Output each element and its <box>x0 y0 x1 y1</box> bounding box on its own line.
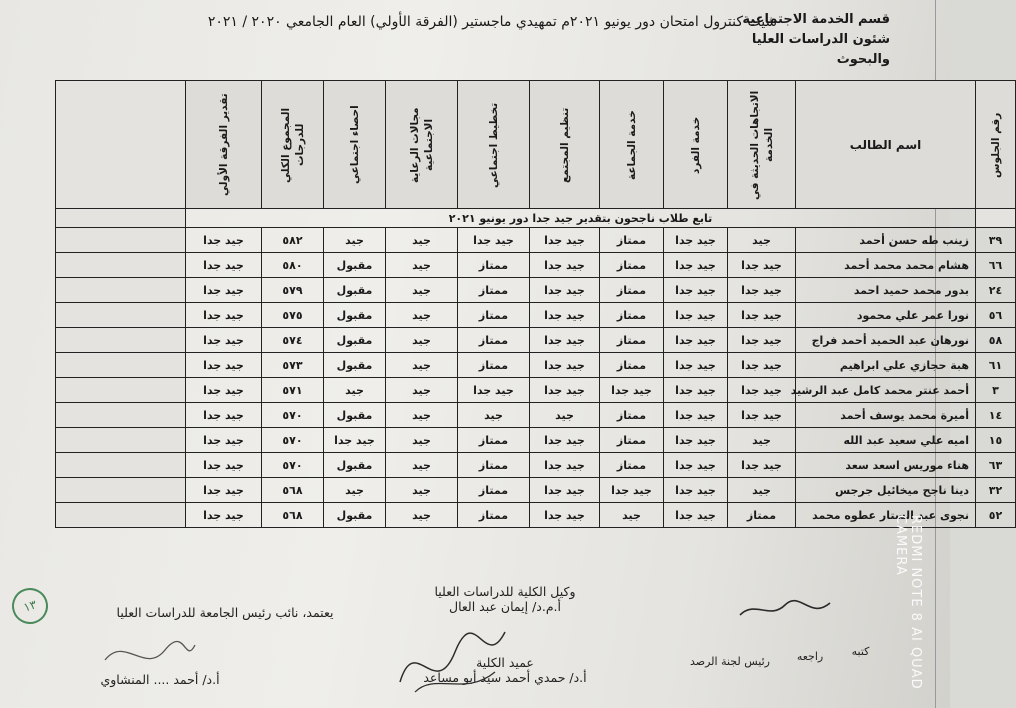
grade-cell: ممتاز <box>600 453 664 478</box>
final-grade-cell: جيد جدا <box>186 478 262 503</box>
approval-line: يعتمد، نائب رئيس الجامعة للدراسات العليا <box>116 605 334 620</box>
grade-cell: جيد جدا <box>530 353 600 378</box>
blank-cell <box>56 503 186 528</box>
grade-cell: جيد <box>386 303 458 328</box>
grade-cell: جيد جدا <box>664 353 728 378</box>
total-score-cell: ٥٧٠ <box>262 428 324 453</box>
grade-cell: جيد جدا <box>728 453 796 478</box>
table-row <box>56 503 1016 528</box>
grade-cell: جيد جدا <box>664 428 728 453</box>
grade-cell: ممتاز <box>600 353 664 378</box>
grade-cell: جيد جدا <box>728 278 796 303</box>
grade-cell: ممتاز <box>458 278 530 303</box>
col-subject-header: خدمة الجماعة <box>600 81 664 209</box>
seat-number-cell: ٥٦ <box>976 303 1016 328</box>
camera-watermark: REDMI NOTE 8 AI QUAD CAMERA <box>893 515 923 690</box>
col-total-header: المجموع الكلي للدرجات <box>262 81 324 209</box>
grade-cell: جيد جدا <box>600 478 664 503</box>
col-subject-header: خدمة الفرد <box>664 81 728 209</box>
table-row <box>56 278 1016 303</box>
approver-name: أ.د/ أحمد .... المنشاوي <box>100 672 220 687</box>
grade-cell: ممتاز <box>728 503 796 528</box>
grade-cell: مقبول <box>324 303 386 328</box>
grade-cell: جيد جدا <box>458 378 530 403</box>
grade-cell: جيد جدا <box>664 278 728 303</box>
committee-head-label: رئيس لجنة الرصد <box>690 655 770 668</box>
table-header-row <box>56 81 1016 209</box>
page-number-stamp: ١٣ <box>7 583 52 628</box>
grade-cell: جيد جدا <box>600 378 664 403</box>
table-row <box>56 353 1016 378</box>
total-score-cell: ٥٧٤ <box>262 328 324 353</box>
seat-number-cell: ٦٣ <box>976 453 1016 478</box>
blank-cell <box>56 403 186 428</box>
grade-cell: جيد <box>728 478 796 503</box>
final-grade-cell: جيد جدا <box>186 303 262 328</box>
grade-cell: جيد جدا <box>664 228 728 253</box>
blank-cell <box>56 228 186 253</box>
grade-cell: جيد جدا <box>530 253 600 278</box>
final-grade-cell: جيد جدا <box>186 328 262 353</box>
blank-header-cell <box>56 81 186 209</box>
grade-cell: جيد <box>386 378 458 403</box>
grade-cell: جيد <box>600 503 664 528</box>
grade-cell: ممتاز <box>458 328 530 353</box>
grade-cell: ممتاز <box>600 303 664 328</box>
seat-number-cell: ٦٦ <box>976 253 1016 278</box>
grade-cell: ممتاز <box>600 428 664 453</box>
grade-cell: ممتاز <box>600 328 664 353</box>
final-grade-cell: جيد جدا <box>186 403 262 428</box>
blank-cell <box>56 328 186 353</box>
grade-cell: ممتاز <box>600 253 664 278</box>
grade-cell: جيد <box>386 403 458 428</box>
blank-cell <box>56 303 186 328</box>
final-grade-cell: جيد جدا <box>186 353 262 378</box>
dean-title: عميد الكلية <box>476 655 534 670</box>
grade-cell: جيد جدا <box>664 403 728 428</box>
grade-cell: جيد جدا <box>324 428 386 453</box>
student-name-cell: نورا عمر علي محمود <box>796 303 976 328</box>
grade-cell: مقبول <box>324 353 386 378</box>
seat-number-cell: ٣٢ <box>976 478 1016 503</box>
col-subject-header: احصاء اجتماعي <box>324 81 386 209</box>
blank-cell <box>56 253 186 278</box>
grade-cell: جيد <box>324 228 386 253</box>
grade-cell: جيد جدا <box>664 378 728 403</box>
table-row <box>56 328 1016 353</box>
grade-cell: جيد جدا <box>530 453 600 478</box>
student-name-cell: هناء موريس اسعد سعد <box>796 453 976 478</box>
reviewed-label: راجعه <box>796 650 824 663</box>
grade-cell: جيد <box>324 478 386 503</box>
grade-cell: جيد جدا <box>458 228 530 253</box>
grade-cell: جيد جدا <box>530 503 600 528</box>
grade-cell: ممتاز <box>458 353 530 378</box>
grade-cell: جيد <box>386 353 458 378</box>
blank-cell <box>56 353 186 378</box>
student-name-cell: أميرة محمد يوسف أحمد <box>796 403 976 428</box>
grade-cell: جيد جدا <box>664 478 728 503</box>
grade-cell: ممتاز <box>600 278 664 303</box>
final-grade-cell: جيد جدا <box>186 228 262 253</box>
grade-cell: جيد جدا <box>664 253 728 278</box>
student-name-cell: هبة حجازي علي ابراهيم <box>796 353 976 378</box>
seat-number-cell: ١٥ <box>976 428 1016 453</box>
seat-number-cell: ٣٩ <box>976 228 1016 253</box>
section-note: تابع طلاب ناجحون بتقدير جيد جدا دور يونيو ٢٠٢١ <box>186 209 976 228</box>
grade-cell: جيد جدا <box>728 303 796 328</box>
final-grade-cell: جيد جدا <box>186 378 262 403</box>
seat-number-cell: ٥٨ <box>976 328 1016 353</box>
col-name-header: اسم الطالب <box>796 81 976 209</box>
grade-cell: ممتاز <box>600 228 664 253</box>
grade-cell: جيد جدا <box>530 228 600 253</box>
grade-cell: جيد جدا <box>728 378 796 403</box>
table-row <box>56 303 1016 328</box>
grade-cell: جيد جدا <box>530 278 600 303</box>
table-row <box>56 453 1016 478</box>
vice-dean-name: أ.م.د/ إيمان عبد العال <box>448 599 562 614</box>
grade-cell: مقبول <box>324 328 386 353</box>
grade-cell: مقبول <box>324 278 386 303</box>
grade-cell: جيد <box>386 478 458 503</box>
final-grade-cell: جيد جدا <box>186 453 262 478</box>
student-name-cell: زينب طه حسن أحمد <box>796 228 976 253</box>
student-name-cell: دينا ناجح ميخائيل جرجس <box>796 478 976 503</box>
grade-cell: جيد <box>458 403 530 428</box>
blank-cell <box>56 453 186 478</box>
grade-cell: مقبول <box>324 453 386 478</box>
grade-cell: جيد <box>324 378 386 403</box>
seat-number-cell: ١٤ <box>976 403 1016 428</box>
student-name-cell: نورهان عبد الحميد أحمد فراج <box>796 328 976 353</box>
col-subject-header: الاتجاهات الحديثة في الخدمة <box>728 81 796 209</box>
grade-cell: جيد <box>386 253 458 278</box>
grade-cell: ممتاز <box>458 478 530 503</box>
signature-scribble <box>735 595 835 625</box>
seat-number-cell: ٥٢ <box>976 503 1016 528</box>
table-row <box>56 378 1016 403</box>
grade-cell: جيد جدا <box>530 378 600 403</box>
signature-scribble <box>100 630 200 680</box>
blank-cell <box>56 209 186 228</box>
table-row <box>56 428 1016 453</box>
student-name-cell: اميه علي سعيد عبد الله <box>796 428 976 453</box>
col-seat-header: رقم الجلوس <box>976 81 1016 209</box>
grade-cell: جيد <box>386 453 458 478</box>
grade-cell: ممتاز <box>458 503 530 528</box>
grade-cell: جيد <box>386 228 458 253</box>
col-final-header: تقدير الفرقة الأولي <box>186 81 262 209</box>
grade-cell: ممتاز <box>458 253 530 278</box>
total-score-cell: ٥٧٠ <box>262 453 324 478</box>
total-score-cell: ٥٧٠ <box>262 403 324 428</box>
blank-cell <box>56 378 186 403</box>
grade-cell: جيد جدا <box>728 353 796 378</box>
grade-cell: جيد جدا <box>530 328 600 353</box>
grade-cell: مقبول <box>324 503 386 528</box>
written-label: كتبه <box>851 645 870 658</box>
grade-cell: ممتاز <box>458 428 530 453</box>
grade-cell: مقبول <box>324 253 386 278</box>
table-row <box>56 403 1016 428</box>
grade-cell: جيد جدا <box>664 328 728 353</box>
final-grade-cell: جيد جدا <box>186 278 262 303</box>
blank-cell <box>56 478 186 503</box>
blank-cell <box>56 428 186 453</box>
signature-scribble <box>395 612 515 702</box>
grade-cell: جيد جدا <box>728 253 796 278</box>
grade-cell: جيد جدا <box>664 453 728 478</box>
grade-cell: جيد جدا <box>530 428 600 453</box>
dean-name: أ.د/ حمدي أحمد سيد أبو مساعد <box>423 670 587 685</box>
final-grade-cell: جيد جدا <box>186 253 262 278</box>
col-subject-header: تنظيم المجتمع <box>530 81 600 209</box>
total-score-cell: ٥٧٥ <box>262 303 324 328</box>
sheet-title: شيت كنترول امتحان دور يونيو ٢٠٢١م تمهيدي ماجستير (الفرقة الأولي) العام الجامعي ٢٠٢٠ / ٢٠٢١ <box>207 14 778 30</box>
total-score-cell: ٥٧١ <box>262 378 324 403</box>
student-name-cell: أحمد عنتر محمد كامل عبد الرشيد <box>796 378 976 403</box>
seat-number-cell: ٢٤ <box>976 278 1016 303</box>
total-score-cell: ٥٧٩ <box>262 278 324 303</box>
department-line-2: شئون الدراسات العليا والبحوث <box>751 32 890 67</box>
grade-cell: جيد <box>728 228 796 253</box>
final-grade-cell: جيد جدا <box>186 428 262 453</box>
table-row <box>56 478 1016 503</box>
department-line-1: قسم الخدمة الاجتماعية <box>742 12 890 27</box>
table-row <box>56 253 1016 278</box>
blank-cell <box>56 278 186 303</box>
section-note-row <box>56 209 1016 228</box>
grades-table <box>55 80 1016 528</box>
seat-number-cell: ٦١ <box>976 353 1016 378</box>
total-score-cell: ٥٦٨ <box>262 478 324 503</box>
total-score-cell: ٥٨٢ <box>262 228 324 253</box>
grade-cell: جيد جدا <box>664 503 728 528</box>
student-name-cell: نجوى عبد الستار عطوه محمد <box>796 503 976 528</box>
grade-cell: ممتاز <box>458 303 530 328</box>
grade-cell: جيد جدا <box>530 478 600 503</box>
col-subject-header: مجالات الرعاية الاجتماعية <box>386 81 458 209</box>
department-header <box>730 10 890 70</box>
final-grade-cell: جيد جدا <box>186 503 262 528</box>
grade-cell: جيد <box>386 428 458 453</box>
vice-dean-block <box>400 584 610 614</box>
total-score-cell: ٥٧٣ <box>262 353 324 378</box>
blank-cell <box>976 209 1016 228</box>
grade-cell: جيد <box>530 403 600 428</box>
grade-cell: جيد <box>386 328 458 353</box>
grade-cell: جيد جدا <box>728 328 796 353</box>
grade-cell: جيد جدا <box>664 303 728 328</box>
vice-dean-title: وكيل الكلية للدراسات العليا <box>434 584 576 599</box>
grade-cell: جيد <box>386 503 458 528</box>
student-name-cell: هشام محمد محمد أحمد <box>796 253 976 278</box>
grade-cell: ممتاز <box>458 453 530 478</box>
total-score-cell: ٥٦٨ <box>262 503 324 528</box>
seat-number-cell: ٣ <box>976 378 1016 403</box>
grade-cell: جيد <box>728 428 796 453</box>
total-score-cell: ٥٨٠ <box>262 253 324 278</box>
grade-cell: جيد <box>386 278 458 303</box>
student-name-cell: بدور محمد حميد احمد <box>796 278 976 303</box>
grade-cell: ممتاز <box>600 403 664 428</box>
grade-cell: مقبول <box>324 403 386 428</box>
table-row <box>56 228 1016 253</box>
grade-cell: جيد جدا <box>728 403 796 428</box>
col-subject-header: تخطيط اجتماعي <box>458 81 530 209</box>
grade-cell: جيد جدا <box>530 303 600 328</box>
